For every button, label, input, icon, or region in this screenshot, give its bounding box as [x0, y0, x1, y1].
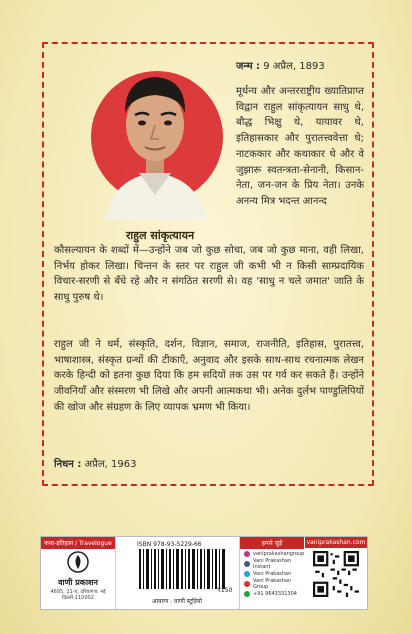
cover-credit: आवरण : वाणी स्टूडियो [152, 598, 202, 605]
publisher-name: वाणी प्रकाशन [58, 578, 98, 587]
category-label: कथा-इतिहास / Travelogue [41, 537, 115, 549]
publisher-address: 4695, 21-ए, दरियागंज, नई दिल्ली-110002 [50, 589, 106, 601]
birth-date [236, 58, 325, 72]
isbn-text: ISBN 978-93-5229-66 [137, 541, 202, 548]
qr-code-icon[interactable] [313, 551, 359, 597]
isbn-block [117, 537, 237, 609]
contact-twitter[interactable]: Vani Prakashan [244, 569, 304, 579]
author-caption: राहुल सांकृत्यायन [125, 229, 195, 242]
contact-facebook[interactable]: Vani Prakashan Instant [244, 559, 304, 569]
bio-paragraph-right: मूर्धन्य और अन्तरराष्ट्रीय ख्यातिप्राप्त विद्वान राहुल सांकृत्यायन साधु थे, बौद्ध भिक्षु थे, यायावर थे, इतिहासकार और पुरातत्त्ववेत्ता थे; नाटककार और कथाकार थे और वे जुझारू स्वतन्त्रता-सेनानी, किसान-नेता, जन-जन के प्रिय नेता। उनके अनन्य मित्र भदन्त आनन्द [236, 86, 364, 207]
birth-label: जन्म : [236, 61, 261, 72]
contact-block [239, 537, 304, 609]
price-label: ₹150 [217, 587, 233, 594]
phone-icon [244, 591, 250, 597]
twitter-icon [244, 571, 250, 577]
barcode-icon [137, 549, 229, 593]
author-portrait [85, 55, 225, 220]
contact-youtube[interactable]: Vani Prakashan Group [244, 579, 304, 589]
death-value: अप्रैल, 1963 [84, 459, 137, 470]
qr-block [305, 537, 367, 609]
death-date [54, 456, 136, 470]
publisher-block [41, 537, 116, 609]
contact-list [244, 549, 304, 599]
youtube-icon [244, 581, 250, 587]
bio-paragraph-2: राहुल जी ने धर्म, संस्कृति, दर्शन, विज्ञान, समाज, राजनीति, इतिहास, पुरातत्त्व, भाषाशास्त्र, संस्कृत ग्रन्थों की टीकाएँ, अनुवाद और इसके साथ-साथ रचनात्मक लेखन करके हिन्दी को इतना कुछ दिया कि हम सदियों तक उस पर गर्व कर सकते हैं। उन्होंने जीवनियाँ और संस्मरण भी लिखे और अपनी आत्मकथा भी। अनेक दुर्लभ पाण्डुलिपियों की खोज और संग्रहण के लिए व्यापक भ्रमण भी किया। [54, 339, 364, 413]
contact-heading: हमसे जुड़ें [240, 537, 304, 549]
death-label: निधन : [54, 459, 82, 470]
website-label[interactable]: vaniprakashan.com [306, 539, 366, 546]
instagram-icon [244, 551, 250, 557]
contact-phone[interactable]: +91 9643331304 [244, 589, 304, 599]
birth-value: 9 अप्रैल, 1893 [263, 61, 325, 72]
facebook-icon [244, 561, 250, 567]
contact-instagram[interactable]: vaniprakashangroup [244, 549, 304, 559]
publisher-footer [40, 536, 368, 610]
publisher-logo-icon [67, 551, 89, 575]
bio-paragraph-1: कौसल्यायन के शब्दों में—उन्होंने जब जो कुछ सोचा, जब जो कुछ माना, वही लिखा, निर्भय होकर लिखा। चिन्तन के स्तर पर राहुल जी कभी भी न किसी साम्प्रदायिक विचार-सरणी से बँधे रहे और न संगठित सरणी से। वह 'साधु न चले जमात' जाति के साधु पुरुष थे। [54, 245, 364, 304]
